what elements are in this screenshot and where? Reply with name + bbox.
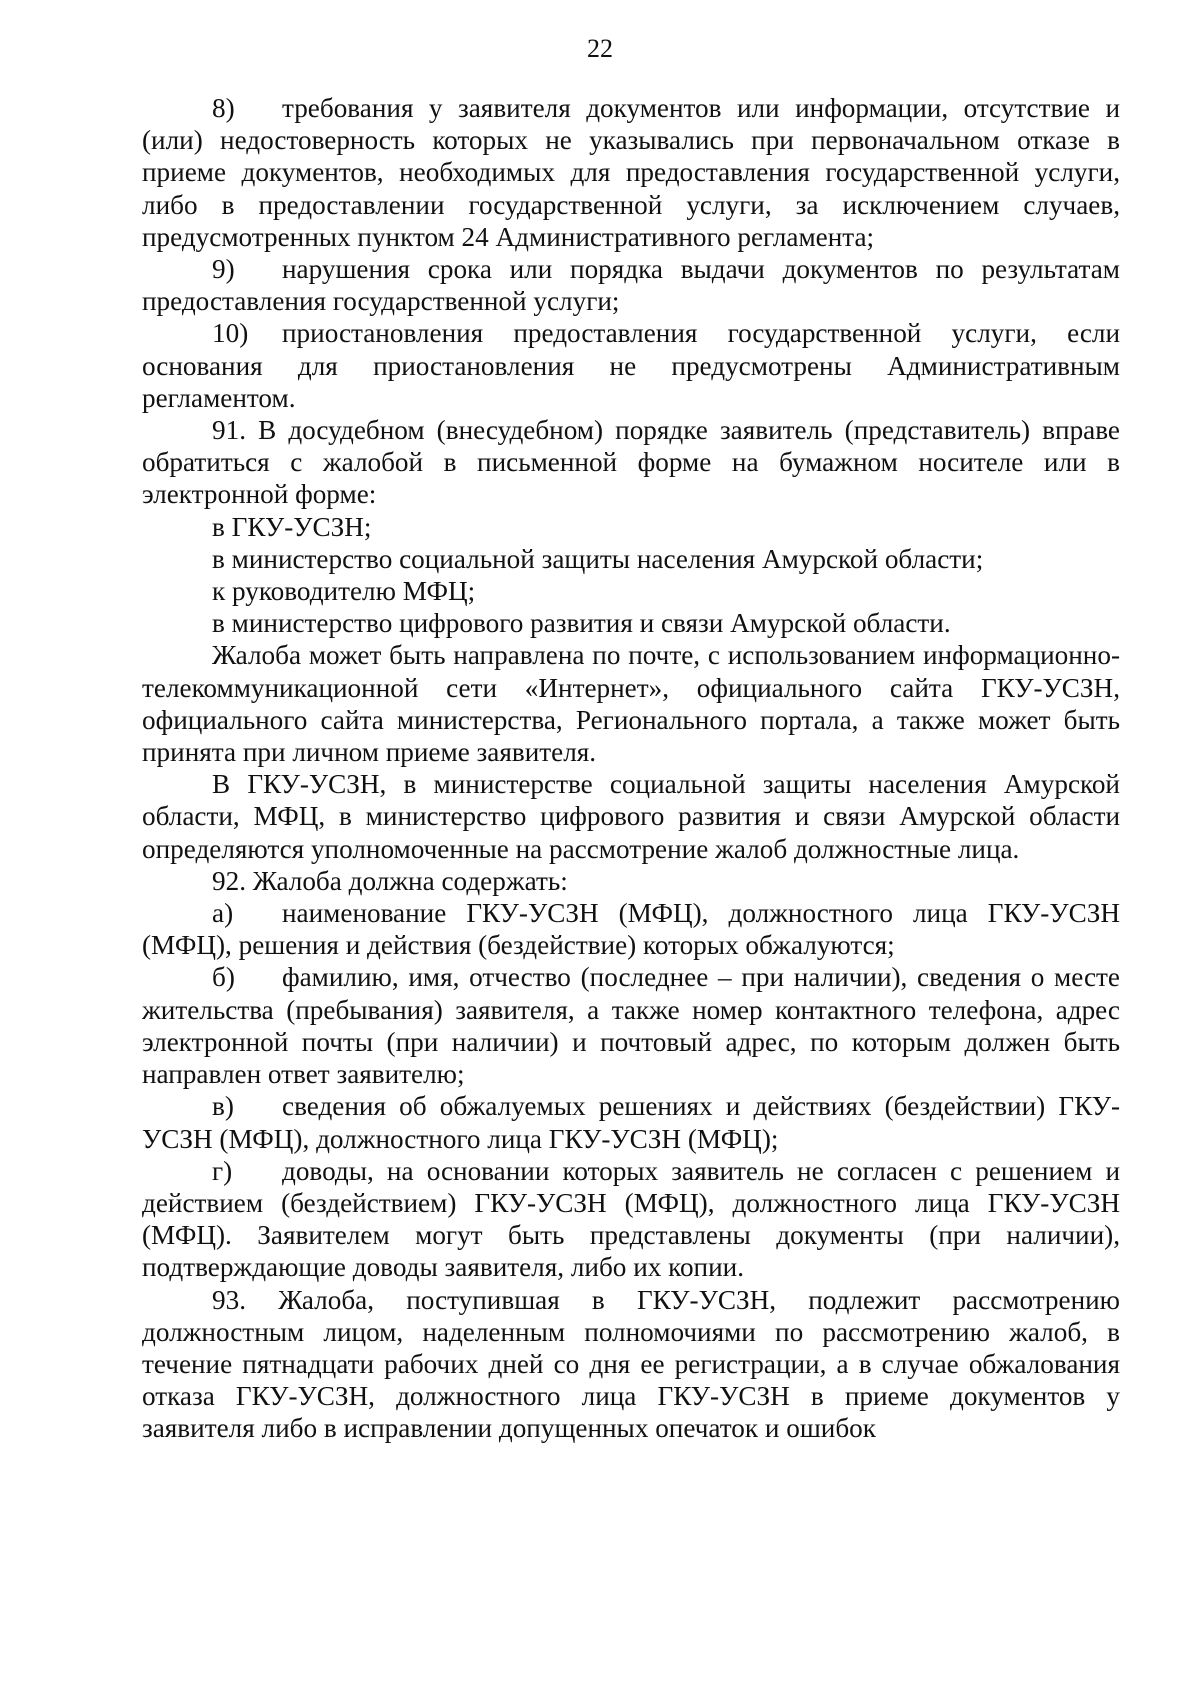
paragraph-91	[142, 414, 1120, 511]
item-marker: б)	[212, 962, 235, 993]
item-marker: в)	[212, 1091, 234, 1122]
list-item-v	[142, 1090, 1120, 1154]
recipient-line	[142, 607, 1120, 639]
page-number: 22	[587, 34, 613, 63]
list-item-g	[142, 1155, 1120, 1284]
paragraph-text: 91. В досудебном (внесудебном) порядке заявитель (представитель) вправе обратиться с жалобой в письменной форме на бумажном носителе или в электронной форме:	[142, 415, 1120, 510]
paragraph-92	[142, 865, 1120, 897]
paragraph-93	[142, 1284, 1120, 1445]
paragraph-authorized-persons	[142, 768, 1120, 865]
paragraph-text: доводы, на основании которых заявитель не согласен с решением и действием (бездействием) ГКУ-УСЗН (МФЦ), должностного лица ГКУ-УСЗН (МФЦ). Заявителем могут быть представлены документы (при наличии), подтверждающие доводы заявителя, либо их копии.	[142, 1155, 1120, 1283]
paragraph-text: наименование ГКУ-УСЗН (МФЦ), должностного лица ГКУ-УСЗН (МФЦ), решения и действия (бездействие) которых обжалуются;	[142, 898, 1120, 961]
recipient-line	[142, 543, 1120, 575]
list-item-10	[142, 317, 1120, 414]
list-item-8	[142, 92, 1120, 253]
list-item-9	[142, 253, 1120, 317]
paragraph-text: в министерство социальной защиты населения Амурской области;	[212, 543, 984, 574]
recipient-line	[142, 511, 1120, 543]
paragraph-text: В ГКУ-УСЗН, в министерстве социальной защиты населения Амурской области, МФЦ, в министерство цифрового развития и связи Амурской области определяются уполномоченные на рассмотрение жалоб должностные лица.	[142, 769, 1120, 864]
item-marker: 8)	[212, 93, 235, 123]
paragraph-text: требования у заявителя документов или информации, отсутствие и (или) недостоверность которых не указывались при первоначальном отказе в приеме документов, необходимых для предоставления государственной услуги, либо в предоставлении государственной услуги, за исключением случаев, предусмотренных пунктом 24 Административного регламента;	[142, 93, 1120, 252]
paragraph-text: сведения об обжалуемых решениях и действиях (бездействии) ГКУ-УСЗН (МФЦ), должностного лица ГКУ-УСЗН (МФЦ);	[142, 1091, 1120, 1154]
list-item-b	[142, 961, 1120, 1090]
item-marker: г)	[212, 1155, 233, 1186]
paragraph-text: Жалоба может быть направлена по почте, с использованием информационно-телекоммуникационной сети «Интернет», официального сайта ГКУ-УСЗН, официального сайта министерства, Регионального портала, а также может быть принята при личном приеме заявителя.	[142, 640, 1120, 768]
paragraph-text: нарушения срока или порядка выдачи документов по результатам предоставления государственной услуги;	[142, 254, 1120, 317]
list-item-a	[142, 897, 1120, 961]
document-body	[142, 92, 1120, 1445]
paragraph-text: в министерство цифрового развития и связи Амурской области.	[212, 608, 951, 639]
item-marker: 9)	[212, 254, 235, 285]
paragraph-text: 92. Жалоба должна содержать:	[212, 865, 568, 896]
paragraph-text: приостановления предоставления государственной услуги, если основания для приостановления не предусмотрены Административным регламентом.	[142, 318, 1120, 413]
paragraph-text: к руководителю МФЦ;	[212, 576, 476, 607]
paragraph-text: фамилию, имя, отчество (последнее – при наличии), сведения о месте жительства (пребывания) заявителя, а также номер контактного телефона, адрес электронной почты (при наличии) и почтовый адрес, по которым должен быть направлен ответ заявителю;	[142, 962, 1120, 1090]
paragraph-text: в ГКУ-УСЗН;	[212, 511, 372, 542]
paragraph-complaint-delivery	[142, 639, 1120, 768]
item-marker: 10)	[212, 318, 249, 349]
recipient-line	[142, 575, 1120, 607]
item-marker: а)	[212, 898, 234, 929]
paragraph-text: 93. Жалоба, поступившая в ГКУ-УСЗН, подлежит рассмотрению должностным лицом, наделенным полномочиями по рассмотрению жалоб, в течение пятнадцати рабочих дней со дня ее регистрации, а в случае обжалования отказа ГКУ-УСЗН, должностного лица ГКУ-УСЗН в приеме документов у заявителя либо в исправлении допущенных опечаток и ошибок	[142, 1284, 1120, 1444]
